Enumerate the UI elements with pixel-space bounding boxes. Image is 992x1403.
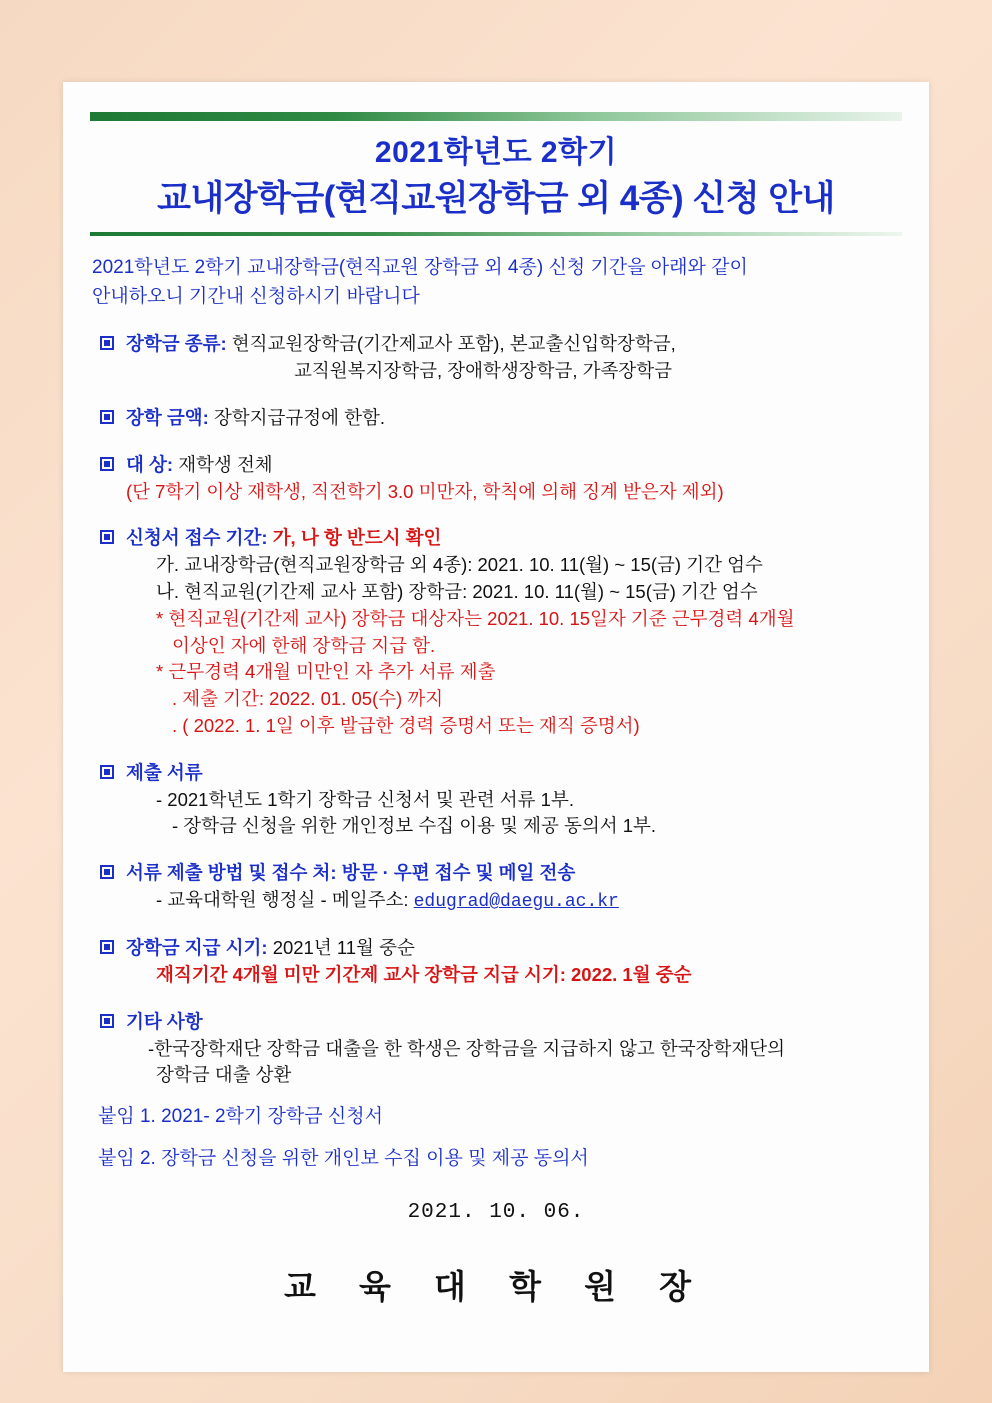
target-note: (단 7학기 이상 재학생, 직전학기 3.0 미만자, 학칙에 의해 징계 받은자 제외) bbox=[126, 480, 724, 502]
types-label: 장학금 종류: bbox=[126, 333, 227, 355]
types-value-line-2: 교직원복지장학금, 장애학생장학금, 가족장학금 bbox=[294, 360, 672, 382]
period-item-a: 가. 교내장학금(현직교원장학금 외 4종): 2021. 10. 11(월) ~ 15(금) 기간 엄수 bbox=[156, 554, 763, 576]
others-line-2: 장학금 대출 상환 bbox=[156, 1064, 292, 1086]
section-scholarship-types bbox=[90, 331, 902, 385]
types-value-line-1: 현직교원장학금(기간제교사 포함), 본교출신입학장학금, bbox=[231, 333, 676, 355]
title-underline-rule bbox=[90, 232, 902, 236]
square-bullet-icon bbox=[100, 530, 114, 544]
period-label-emphasis: 가, 나 항 반드시 확인 bbox=[272, 527, 442, 549]
documents-item-2: - 장학금 신청을 위한 개인정보 수집 이용 및 제공 동의서 1부. bbox=[172, 815, 657, 837]
section-others bbox=[90, 1009, 902, 1089]
target-label: 대 상: bbox=[126, 453, 174, 475]
others-line-1: -한국장학재단 장학금 대출을 한 학생은 장학금을 지급하지 않고 한국장학재단의 bbox=[148, 1037, 786, 1059]
documents-item-1: - 2021학년도 1학기 장학금 신청서 및 관련 서류 1부. bbox=[156, 788, 574, 810]
period-note-1-line-2: 이상인 자에 한해 장학금 지급 함. bbox=[172, 634, 436, 656]
document-content bbox=[90, 112, 902, 1311]
section-required-documents bbox=[90, 760, 902, 840]
attachment-2: 붙임 2. 장학금 신청을 위한 개인보 수집 이용 및 제공 동의서 bbox=[98, 1147, 589, 1169]
square-bullet-icon bbox=[100, 336, 114, 350]
payment-label: 장학금 지급 시기: bbox=[126, 937, 268, 959]
intro-line-2: 안내하오니 기간내 신청하시기 바랍니다 bbox=[92, 285, 420, 307]
document-body bbox=[90, 254, 902, 1310]
period-label: 신청서 접수 기간: bbox=[126, 527, 268, 549]
documents-label: 제출 서류 bbox=[126, 761, 203, 783]
section-submit-method bbox=[90, 860, 902, 915]
title-line-2: 교내장학금(현직교원장학금 외 4종) 신청 안내 bbox=[157, 179, 835, 218]
target-value: 재학생 전체 bbox=[178, 453, 273, 475]
document-date: 2021. 10. 06. bbox=[407, 1201, 585, 1225]
document-signer: 교 육 대 학 원 장 bbox=[283, 1267, 709, 1305]
period-note-2: * 근무경력 4개월 미만인 자 추가 서류 제출 bbox=[156, 661, 496, 683]
period-note-2-sub-1: . 제출 기간: 2022. 01. 05(수) 까지 bbox=[172, 688, 444, 710]
square-bullet-icon bbox=[100, 1014, 114, 1028]
payment-value: 2021년 11월 중순 bbox=[272, 937, 415, 959]
square-bullet-icon bbox=[100, 940, 114, 954]
square-bullet-icon bbox=[100, 457, 114, 471]
email-link[interactable]: edugrad@daegu.ac.kr bbox=[413, 892, 619, 913]
payment-note: 재직기간 4개월 미만 기간제 교사 장학금 지급 시기: 2022. 1월 중순 bbox=[156, 963, 692, 985]
section-amount bbox=[90, 405, 902, 432]
document-page bbox=[63, 82, 929, 1372]
period-note-2-sub-2: . ( 2022. 1. 1일 이후 발급한 경력 증명서 또는 재직 증명서) bbox=[172, 715, 640, 736]
amount-label: 장학 금액: bbox=[126, 406, 209, 428]
title-line-1: 2021학년도 2학기 bbox=[374, 136, 618, 169]
top-green-rule bbox=[90, 112, 902, 121]
period-note-1-line-1: * 현직교원(기간제 교사) 장학금 대상자는 2021. 10. 15일자 기준 근무경력 4개월 bbox=[156, 607, 795, 629]
amount-value: 장학지급규정에 한함. bbox=[213, 406, 386, 428]
section-target bbox=[90, 452, 902, 506]
section-payment-schedule bbox=[90, 935, 902, 989]
document-header bbox=[90, 121, 902, 232]
intro-paragraph bbox=[92, 254, 902, 311]
square-bullet-icon bbox=[100, 410, 114, 424]
intro-line-1: 2021학년도 2학기 교내장학금(현직교원 장학금 외 4종) 신청 기간을 아래와 같이 bbox=[92, 257, 748, 279]
square-bullet-icon bbox=[100, 765, 114, 779]
section-application-period bbox=[90, 525, 902, 740]
attachment-1: 붙임 1. 2021- 2학기 장학금 신청서 bbox=[98, 1106, 383, 1128]
submit-method-detail-prefix: - 교육대학원 행정실 - 메일주소: bbox=[156, 889, 414, 911]
others-label: 기타 사항 bbox=[126, 1010, 203, 1032]
period-item-b: 나. 현직교원(기간제 교사 포함) 장학금: 2021. 10. 11(월) ~ 15(금) 기간 엄수 bbox=[156, 580, 758, 602]
submit-method-label: 서류 제출 방법 및 접수 처: 방문 · 우편 접수 및 메일 전송 bbox=[126, 862, 576, 884]
square-bullet-icon bbox=[100, 865, 114, 879]
